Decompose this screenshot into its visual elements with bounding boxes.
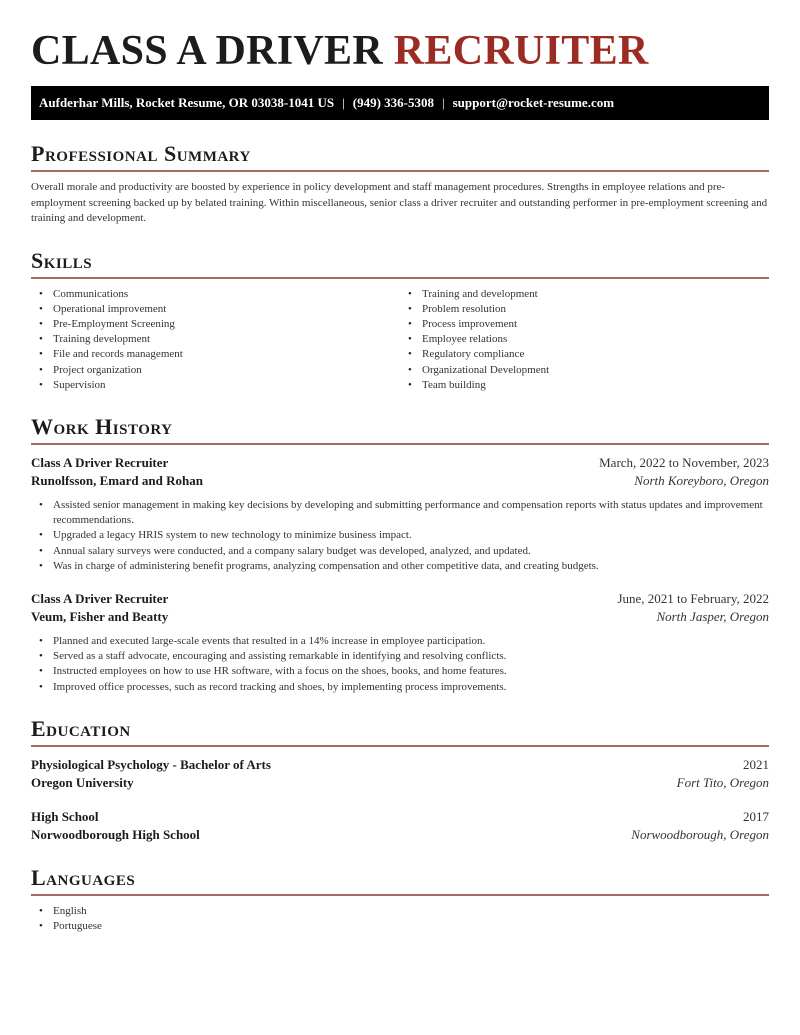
skill-item: • Supervision: [31, 378, 400, 393]
skill-item: • Communications: [31, 287, 400, 302]
education-school-row: [31, 774, 769, 792]
job-bullets: [31, 498, 769, 574]
contact-email[interactable]: support@rocket-resume.com: [452, 95, 615, 110]
job-title-row: [31, 454, 769, 472]
job-company-row: [31, 608, 769, 626]
education-heading: Education: [31, 716, 769, 747]
skill-item: • Project organization: [31, 363, 400, 378]
job-bullet: • Improved office processes, such as record tracking and shoes, by implementing process improvements.: [31, 680, 769, 695]
job-location: North Jasper, Oregon: [656, 608, 769, 624]
resume-title: [31, 0, 769, 74]
title-accent: RECRUITER: [393, 28, 649, 74]
summary-section: [31, 141, 769, 227]
contact-separator: |: [442, 95, 445, 110]
languages-section: [31, 865, 769, 934]
skill-item: • Training development: [31, 332, 400, 347]
job-title-row: [31, 590, 769, 608]
skills-list-right: [400, 287, 769, 393]
contact-bar: [31, 86, 769, 120]
skills-list-left: [31, 287, 400, 393]
job-company-row: [31, 472, 769, 490]
skill-item: • Training and development: [400, 287, 769, 302]
education-degree: Physiological Psychology - Bachelor of Arts: [31, 756, 271, 772]
skills-columns: [31, 287, 769, 393]
education-location: Norwoodborough, Oregon: [631, 826, 769, 842]
education-degree: High School: [31, 808, 99, 824]
skill-item: • Operational improvement: [31, 302, 400, 317]
summary-text: Overall morale and productivity are boosted by experience in policy development and staff management procedures. Strengths in employee relations and pre-employment screening backed up by belated training. Within miscellaneous, senior class a driver recruiter and outstanding performer in pre-employment screening and training and development.: [31, 181, 768, 224]
education-year: 2017: [743, 808, 769, 824]
education-school: Oregon University: [31, 774, 134, 790]
job-dates: March, 2022 to November, 2023: [599, 454, 769, 470]
job-bullet: • Annual salary surveys were conducted, and a company salary budget was developed, analyzed, and updated.: [31, 544, 769, 559]
contact-address: Aufderhar Mills, Rocket Resume, OR 03038-1041 US: [39, 95, 335, 110]
job-bullet: • Instructed employees on how to use HR software, with a focus on the shoes, books, and home features.: [31, 664, 769, 679]
title-main: CLASS A DRIVER: [31, 28, 383, 74]
job-bullets: [31, 634, 769, 695]
language-item: • English: [31, 904, 769, 919]
work-history-section: [31, 414, 769, 695]
summary-heading: Professional Summary: [31, 141, 769, 172]
languages-list: [31, 904, 769, 934]
skill-item: • Employee relations: [400, 332, 769, 347]
skill-item: • Problem resolution: [400, 302, 769, 317]
job-entry: [31, 454, 769, 574]
job-company: Runolfsson, Emard and Rohan: [31, 472, 203, 488]
work-history-heading: Work History: [31, 414, 769, 445]
education-entry: [31, 808, 769, 844]
education-school-row: [31, 826, 769, 844]
job-location: North Koreyboro, Oregon: [634, 472, 769, 488]
education-degree-row: [31, 756, 769, 774]
language-item: • Portuguese: [31, 919, 769, 934]
skills-heading: Skills: [31, 248, 769, 279]
skill-item: • Team building: [400, 378, 769, 393]
job-title: Class A Driver Recruiter: [31, 454, 169, 470]
skill-item: • File and records management: [31, 347, 400, 362]
skill-item: • Process improvement: [400, 317, 769, 332]
skill-item: • Organizational Development: [400, 363, 769, 378]
job-company: Veum, Fisher and Beatty: [31, 608, 169, 624]
education-year: 2021: [743, 756, 769, 772]
skill-item: • Pre-Employment Screening: [31, 317, 400, 332]
contact-separator: |: [342, 95, 345, 110]
job-bullet: • Assisted senior management in making key decisions by developing and submitting performance and compensation reports with status updates and improvement recommendations.: [31, 498, 769, 528]
education-location: Fort Tito, Oregon: [676, 774, 769, 790]
job-entry: [31, 590, 769, 695]
education-entry: [31, 756, 769, 792]
languages-heading: Languages: [31, 865, 769, 896]
job-bullet: • Upgraded a legacy HRIS system to new technology to minimize business impact.: [31, 528, 769, 543]
education-school: Norwoodborough High School: [31, 826, 200, 842]
skill-item: • Regulatory compliance: [400, 347, 769, 362]
job-bullet: • Planned and executed large-scale events that resulted in a 14% increase in employee participation.: [31, 634, 769, 649]
job-bullet: • Was in charge of administering benefit programs, analyzing compensation and other competitive data, and creating budgets.: [31, 559, 769, 574]
skills-section: [31, 248, 769, 393]
job-title: Class A Driver Recruiter: [31, 590, 169, 606]
education-section: [31, 716, 769, 844]
job-dates: June, 2021 to February, 2022: [617, 590, 769, 606]
contact-phone[interactable]: (949) 336-5308: [352, 95, 434, 110]
job-bullet: • Served as a staff advocate, encouraging and assisting remarkable in identifying and resolving conflicts.: [31, 649, 769, 664]
education-degree-row: [31, 808, 769, 826]
